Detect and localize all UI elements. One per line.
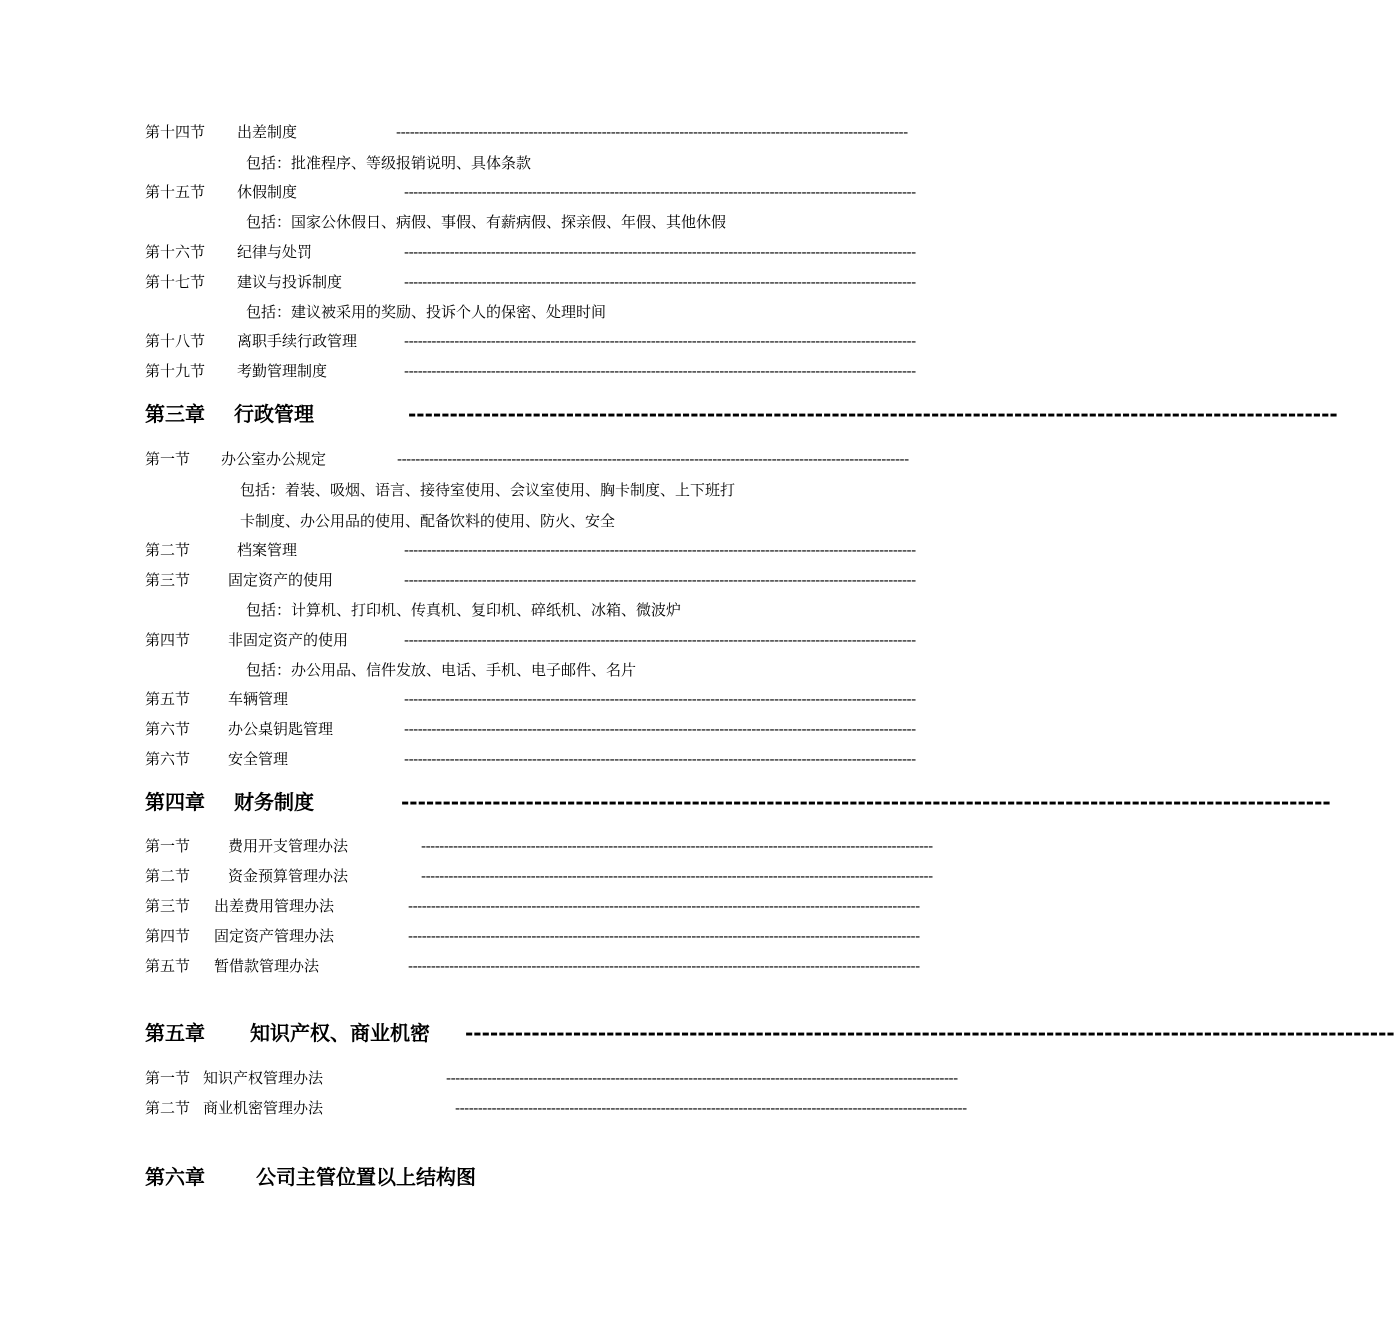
dot-leader: ----------------------------------------------------------------------------------------------------------------: [404, 720, 916, 738]
dot-leader: ----------------------------------------------------------------------------------------------------------------: [404, 690, 916, 708]
section-number: 第十八节: [145, 332, 206, 350]
section-title: 出差制度: [237, 123, 298, 141]
section-number: 第十四节: [145, 123, 206, 141]
dot-leader: ----------------------------------------------------------------------------------------------------------------: [455, 1099, 967, 1117]
dot-leader: ----------------------------------------------------------------------------------------------------------------: [397, 450, 909, 468]
toc-entry[interactable]: [0, 536, 950, 564]
toc-entry[interactable]: [0, 862, 950, 890]
section-number: 第六节: [145, 720, 191, 738]
dot-leader: ----------------------------------------------------------------------------------------------------------------: [421, 837, 933, 855]
toc-entry[interactable]: [0, 566, 950, 594]
section-title: 离职手续行政管理: [237, 332, 358, 350]
section-number: 第十九节: [145, 362, 206, 380]
chapter-title: 财务制度: [234, 790, 314, 814]
toc-entry[interactable]: [0, 832, 950, 860]
section-title: 固定资产的使用: [228, 571, 334, 589]
section-number: 第一节: [145, 450, 191, 468]
toc-entry[interactable]: [0, 745, 950, 773]
section-title: 车辆管理: [228, 690, 289, 708]
section-number: 第三节: [145, 571, 191, 589]
section-number: 第四节: [145, 631, 191, 649]
section-title: 出差费用管理办法: [214, 897, 335, 915]
section-title: 知识产权管理办法: [203, 1069, 324, 1087]
chapter-title: 知识产权、商业机密: [250, 1021, 430, 1045]
toc-includes: [0, 476, 950, 504]
includes-text: 卡制度、办公用品的使用、配备饮料的使用、防火、安全: [240, 512, 616, 530]
chapter-number: 第六章: [145, 1165, 205, 1189]
section-number: 第一节: [145, 837, 191, 855]
includes-text: 包括：办公用品、信件发放、电话、手机、电子邮件、名片: [246, 661, 637, 679]
chapter-number: 第五章: [145, 1021, 205, 1045]
chapter-title: 行政管理: [234, 402, 314, 426]
section-title: 休假制度: [237, 183, 298, 201]
dot-leader: ----------------------------------------------------------------------------------------------------------------: [404, 332, 916, 350]
section-title: 办公桌钥匙管理: [228, 720, 334, 738]
dot-leader: ----------------------------------------------------------------------------------------------------------------: [421, 867, 933, 885]
section-number: 第五节: [145, 690, 191, 708]
section-title: 办公室办公规定: [221, 450, 327, 468]
toc-includes: [0, 656, 950, 684]
toc-entry[interactable]: [0, 327, 950, 355]
toc-entry[interactable]: [0, 268, 950, 296]
dot-leader: ----------------------------------------------------------------------------------------------------------------: [401, 790, 1331, 814]
dot-leader: ----------------------------------------------------------------------------------------------------------------: [404, 362, 916, 380]
dot-leader: ----------------------------------------------------------------------------------------------------------------: [404, 750, 916, 768]
toc-entry[interactable]: [0, 892, 950, 920]
toc-entry[interactable]: [0, 626, 950, 654]
chapter-heading[interactable]: [0, 1163, 950, 1191]
toc-entry[interactable]: [0, 1064, 958, 1092]
dot-leader: ----------------------------------------------------------------------------------------------------------------: [408, 402, 1338, 426]
section-title: 费用开支管理办法: [228, 837, 349, 855]
toc-includes: [0, 149, 950, 177]
section-title: 纪律与处罚: [237, 243, 313, 261]
toc-entry[interactable]: [0, 715, 950, 743]
toc-entry[interactable]: [0, 357, 950, 385]
toc-entry[interactable]: [0, 952, 950, 980]
chapter-number: 第三章: [145, 402, 205, 426]
toc-includes: [0, 507, 950, 535]
includes-text: 包括：国家公休假日、病假、事假、有薪病假、探亲假、年假、其他休假: [246, 213, 727, 231]
section-title: 资金预算管理办法: [228, 867, 349, 885]
dot-leader: ----------------------------------------------------------------------------------------------------------------: [408, 897, 920, 915]
toc-entry[interactable]: [0, 685, 950, 713]
section-number: 第一节: [145, 1069, 191, 1087]
dot-leader: ----------------------------------------------------------------------------------------------------------------: [404, 541, 916, 559]
toc-includes: [0, 208, 950, 236]
includes-text: 包括：着装、吸烟、语言、接待室使用、会议室使用、胸卡制度、上下班打: [240, 481, 736, 499]
section-number: 第六节: [145, 750, 191, 768]
chapter-heading[interactable]: [0, 400, 1338, 428]
chapter-title: 公司主管位置以上结构图: [256, 1165, 476, 1189]
dot-leader: ----------------------------------------------------------------------------------------------------------------: [396, 123, 908, 141]
toc-entry[interactable]: [0, 118, 950, 146]
section-title: 档案管理: [237, 541, 298, 559]
includes-text: 包括：批准程序、等级报销说明、具体条款: [246, 154, 532, 172]
toc-entry[interactable]: [0, 238, 950, 266]
section-number: 第五节: [145, 957, 191, 975]
dot-leader: ----------------------------------------------------------------------------------------------------------------: [408, 957, 920, 975]
dot-leader: ----------------------------------------------------------------------------------------------------------------: [404, 243, 916, 261]
section-title: 商业机密管理办法: [203, 1099, 324, 1117]
toc-entry[interactable]: [0, 445, 950, 473]
toc-entry[interactable]: [0, 178, 950, 206]
chapter-number: 第四章: [145, 790, 205, 814]
section-title: 非固定资产的使用: [228, 631, 349, 649]
chapter-heading[interactable]: [0, 788, 1331, 816]
dot-leader: ----------------------------------------------------------------------------------------------------------------: [404, 273, 916, 291]
section-title: 建议与投诉制度: [237, 273, 343, 291]
section-title: 暂借款管理办法: [214, 957, 320, 975]
section-number: 第十七节: [145, 273, 206, 291]
section-number: 第二节: [145, 541, 191, 559]
dot-leader: ----------------------------------------------------------------------------------------------------------------: [404, 571, 916, 589]
section-number: 第四节: [145, 927, 191, 945]
section-title: 固定资产管理办法: [214, 927, 335, 945]
includes-text: 包括：建议被采用的奖励、投诉个人的保密、处理时间: [246, 303, 607, 321]
includes-text: 包括：计算机、打印机、传真机、复印机、碎纸机、冰箱、微波炉: [246, 601, 682, 619]
dot-leader: ----------------------------------------------------------------------------------------------------------------: [404, 631, 916, 649]
chapter-heading[interactable]: [0, 1019, 1395, 1047]
section-number: 第十五节: [145, 183, 206, 201]
dot-leader: ----------------------------------------------------------------------------------------------------------------: [465, 1021, 1395, 1045]
section-title: 考勤管理制度: [237, 362, 328, 380]
dot-leader: ----------------------------------------------------------------------------------------------------------------: [446, 1069, 958, 1087]
dot-leader: ----------------------------------------------------------------------------------------------------------------: [408, 927, 920, 945]
section-title: 安全管理: [228, 750, 289, 768]
section-number: 第二节: [145, 867, 191, 885]
section-number: 第二节: [145, 1099, 191, 1117]
toc-entry[interactable]: [0, 1094, 967, 1122]
toc-includes: [0, 298, 950, 326]
toc-entry[interactable]: [0, 922, 950, 950]
section-number: 第十六节: [145, 243, 206, 261]
dot-leader: ----------------------------------------------------------------------------------------------------------------: [404, 183, 916, 201]
section-number: 第三节: [145, 897, 191, 915]
toc-includes: [0, 596, 950, 624]
